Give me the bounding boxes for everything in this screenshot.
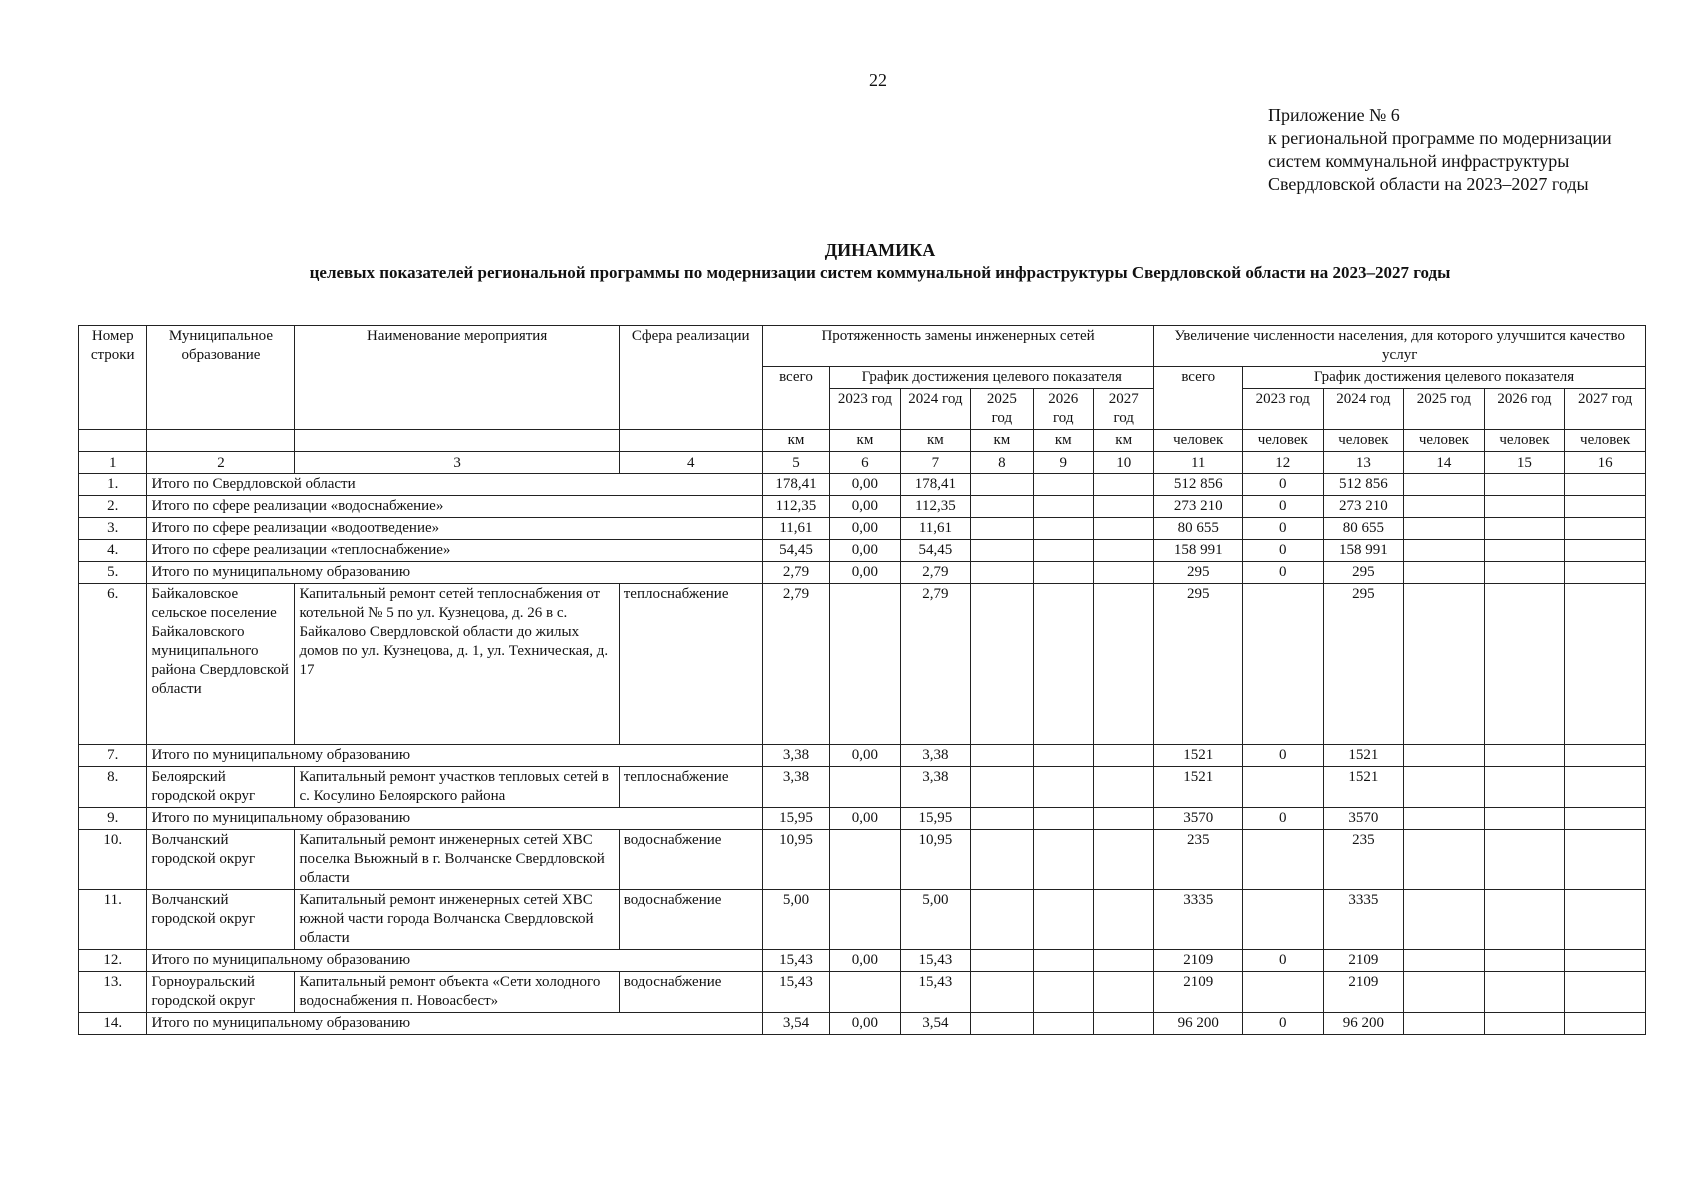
header-year: 2027 год <box>1565 389 1646 430</box>
row-number: 12. <box>79 950 147 972</box>
table-row <box>79 830 1646 890</box>
unit-km: км <box>762 430 829 452</box>
people-2024: 96 200 <box>1323 1013 1404 1035</box>
people-2024: 295 <box>1323 562 1404 584</box>
people-2023: 0 <box>1243 808 1324 830</box>
table-row <box>79 540 1646 562</box>
km-2024: 178,41 <box>900 474 970 496</box>
sphere: теплоснабжение <box>619 767 762 808</box>
people-2024: 235 <box>1323 830 1404 890</box>
unit-km: км <box>971 430 1033 452</box>
people-2024: 295 <box>1323 584 1404 745</box>
header-activity: Наименование мероприятия <box>295 326 619 430</box>
km-2024: 2,79 <box>900 562 970 584</box>
table-row <box>79 1013 1646 1035</box>
row-number: 4. <box>79 540 147 562</box>
indicators-table <box>78 325 1646 1035</box>
header-year: 2024 год <box>1323 389 1404 430</box>
row-label: Итого по муниципальному образованию <box>147 808 762 830</box>
people-total: 3570 <box>1154 808 1243 830</box>
header-year: 2026 год <box>1033 389 1093 430</box>
unit-cell <box>619 430 762 452</box>
header-year: 2024 год <box>900 389 970 430</box>
people-total: 235 <box>1154 830 1243 890</box>
unit-km: км <box>900 430 970 452</box>
column-number: 5 <box>762 452 829 474</box>
row-label: Итого по сфере реализации «водоотведение» <box>147 518 762 540</box>
km-2023: 0,00 <box>830 808 900 830</box>
table-row <box>79 890 1646 950</box>
km-2024: 112,35 <box>900 496 970 518</box>
people-total: 80 655 <box>1154 518 1243 540</box>
header-year: 2023 год <box>1243 389 1324 430</box>
km-2024: 15,43 <box>900 950 970 972</box>
table-row <box>79 972 1646 1013</box>
sphere: водоснабжение <box>619 890 762 950</box>
column-number: 6 <box>830 452 900 474</box>
municipality: Белоярский городской округ <box>147 767 295 808</box>
km-2023: 0,00 <box>830 496 900 518</box>
municipality: Горноуральский городской округ <box>147 972 295 1013</box>
header-population-schedule: График достижения целевого показателя <box>1243 367 1646 389</box>
header-year: 2025 год <box>971 389 1033 430</box>
table-row <box>79 518 1646 540</box>
people-total: 96 200 <box>1154 1013 1243 1035</box>
people-total: 512 856 <box>1154 474 1243 496</box>
table-row <box>79 496 1646 518</box>
header-year: 2023 год <box>830 389 900 430</box>
km-total: 15,95 <box>762 808 829 830</box>
people-2024: 1521 <box>1323 745 1404 767</box>
activity: Капитальный ремонт инженерных сетей ХВС южной части города Волчанска Свердловской области <box>295 890 619 950</box>
people-total: 2109 <box>1154 972 1243 1013</box>
people-2024: 3570 <box>1323 808 1404 830</box>
row-label: Итого по сфере реализации «теплоснабжение» <box>147 540 762 562</box>
row-number: 8. <box>79 767 147 808</box>
people-total: 273 210 <box>1154 496 1243 518</box>
row-label: Итого по муниципальному образованию <box>147 745 762 767</box>
appendix-note <box>1268 104 1612 196</box>
people-2024: 2109 <box>1323 950 1404 972</box>
column-number: 3 <box>295 452 619 474</box>
column-number: 4 <box>619 452 762 474</box>
activity: Капитальный ремонт сетей теплоснабжения от котельной № 5 по ул. Кузнецова, д. 26 в с. Байкалово Свердловской области до жилых домов по ул. Кузнецова, д. 1, ул. Техническая, д. 17 <box>295 584 619 745</box>
km-total: 5,00 <box>762 890 829 950</box>
row-label: Итого по сфере реализации «водоснабжение» <box>147 496 762 518</box>
row-label: Итого по муниципальному образованию <box>147 950 762 972</box>
row-number: 11. <box>79 890 147 950</box>
table-row <box>79 950 1646 972</box>
unit-km: км <box>1033 430 1093 452</box>
column-number: 14 <box>1404 452 1485 474</box>
table-row <box>79 474 1646 496</box>
column-number: 2 <box>147 452 295 474</box>
appendix-line: Свердловской области на 2023–2027 годы <box>1268 174 1589 194</box>
appendix-line: систем коммунальной инфраструктуры <box>1268 151 1570 171</box>
document-subtitle: целевых показателей региональной программы по модернизации систем коммунальной инфраструктуры Свердловской области на 2023–2027 годы <box>309 263 1451 282</box>
table-row <box>79 745 1646 767</box>
people-2023: 0 <box>1243 474 1324 496</box>
people-2023: 0 <box>1243 540 1324 562</box>
unit-people: человек <box>1484 430 1565 452</box>
row-number: 1. <box>79 474 147 496</box>
people-2024: 273 210 <box>1323 496 1404 518</box>
km-2024: 15,43 <box>900 972 970 1013</box>
unit-people: человек <box>1565 430 1646 452</box>
sphere: теплоснабжение <box>619 584 762 745</box>
row-number: 6. <box>79 584 147 745</box>
km-2023: 0,00 <box>830 1013 900 1035</box>
appendix-line: к региональной программе по модернизации <box>1268 128 1612 148</box>
km-total: 15,43 <box>762 972 829 1013</box>
people-2023: 0 <box>1243 1013 1324 1035</box>
unit-people: человек <box>1404 430 1485 452</box>
unit-cell <box>79 430 147 452</box>
km-2024: 5,00 <box>900 890 970 950</box>
municipality: Волчанский городской округ <box>147 890 295 950</box>
header-population-total: всего <box>1154 367 1243 430</box>
people-2024: 158 991 <box>1323 540 1404 562</box>
municipality: Байкаловское сельское поселение Байкаловского муниципального района Свердловской области <box>147 584 295 745</box>
column-number-row <box>79 452 1646 474</box>
people-total: 295 <box>1154 562 1243 584</box>
header-length-total: всего <box>762 367 829 430</box>
header-year: 2025 год <box>1404 389 1485 430</box>
unit-km: км <box>830 430 900 452</box>
km-2024: 54,45 <box>900 540 970 562</box>
km-2024: 15,95 <box>900 808 970 830</box>
column-number: 1 <box>79 452 147 474</box>
people-2023: 0 <box>1243 562 1324 584</box>
km-total: 3,38 <box>762 767 829 808</box>
km-total: 11,61 <box>762 518 829 540</box>
km-total: 112,35 <box>762 496 829 518</box>
column-number: 7 <box>900 452 970 474</box>
appendix-line: Приложение № 6 <box>1268 105 1400 125</box>
header-length-schedule: График достижения целевого показателя <box>830 367 1154 389</box>
km-2024: 2,79 <box>900 584 970 745</box>
header-population-group: Увеличение численности населения, для которого улучшится качество услуг <box>1154 326 1646 367</box>
people-2023: 0 <box>1243 496 1324 518</box>
row-number: 9. <box>79 808 147 830</box>
unit-cell <box>147 430 295 452</box>
people-2023: 0 <box>1243 745 1324 767</box>
column-number: 10 <box>1093 452 1153 474</box>
people-2024: 80 655 <box>1323 518 1404 540</box>
people-2024: 1521 <box>1323 767 1404 808</box>
activity: Капитальный ремонт инженерных сетей ХВС поселка Вьюжный в г. Волчанске Свердловской области <box>295 830 619 890</box>
column-number: 9 <box>1033 452 1093 474</box>
km-total: 2,79 <box>762 584 829 745</box>
header-sphere: Сфера реализации <box>619 326 762 430</box>
row-label: Итого по муниципальному образованию <box>147 562 762 584</box>
column-number: 13 <box>1323 452 1404 474</box>
activity: Капитальный ремонт объекта «Сети холодного водоснабжения п. Новоасбест» <box>295 972 619 1013</box>
km-total: 3,38 <box>762 745 829 767</box>
km-2023: 0,00 <box>830 540 900 562</box>
unit-people: человек <box>1154 430 1243 452</box>
km-2024: 3,38 <box>900 745 970 767</box>
people-total: 2109 <box>1154 950 1243 972</box>
table-row <box>79 584 1646 745</box>
row-number: 14. <box>79 1013 147 1035</box>
header-length-group: Протяженность замены инженерных сетей <box>762 326 1154 367</box>
km-total: 178,41 <box>762 474 829 496</box>
row-number: 5. <box>79 562 147 584</box>
column-number: 16 <box>1565 452 1646 474</box>
km-2024: 10,95 <box>900 830 970 890</box>
row-number: 2. <box>79 496 147 518</box>
column-number: 12 <box>1243 452 1324 474</box>
table-row <box>79 767 1646 808</box>
table-row <box>79 562 1646 584</box>
header-row-number: Номер строки <box>79 326 147 430</box>
km-total: 2,79 <box>762 562 829 584</box>
km-total: 10,95 <box>762 830 829 890</box>
km-2023: 0,00 <box>830 562 900 584</box>
people-total: 1521 <box>1154 745 1243 767</box>
people-2024: 3335 <box>1323 890 1404 950</box>
column-number: 11 <box>1154 452 1243 474</box>
km-total: 3,54 <box>762 1013 829 1035</box>
km-2023: 0,00 <box>830 518 900 540</box>
km-2024: 3,38 <box>900 767 970 808</box>
row-number: 10. <box>79 830 147 890</box>
unit-km: км <box>1093 430 1153 452</box>
people-2024: 2109 <box>1323 972 1404 1013</box>
sphere: водоснабжение <box>619 830 762 890</box>
row-number: 7. <box>79 745 147 767</box>
people-2023: 0 <box>1243 950 1324 972</box>
table-row <box>79 808 1646 830</box>
header-municipality: Муниципальное образование <box>147 326 295 430</box>
people-total: 3335 <box>1154 890 1243 950</box>
document-heading <box>200 240 1560 283</box>
header-year: 2027 год <box>1093 389 1153 430</box>
km-2023: 0,00 <box>830 950 900 972</box>
row-label: Итого по муниципальному образованию <box>147 1013 762 1035</box>
unit-people: человек <box>1243 430 1324 452</box>
unit-people: человек <box>1323 430 1404 452</box>
activity: Капитальный ремонт участков тепловых сетей в с. Косулино Белоярского района <box>295 767 619 808</box>
people-2024: 512 856 <box>1323 474 1404 496</box>
sphere: водоснабжение <box>619 972 762 1013</box>
km-total: 15,43 <box>762 950 829 972</box>
row-label: Итого по Свердловской области <box>147 474 762 496</box>
km-2024: 11,61 <box>900 518 970 540</box>
people-total: 1521 <box>1154 767 1243 808</box>
column-number: 15 <box>1484 452 1565 474</box>
document-title: ДИНАМИКА <box>824 240 936 260</box>
unit-cell <box>295 430 619 452</box>
row-number: 13. <box>79 972 147 1013</box>
page-number: 22 <box>869 70 887 90</box>
column-number: 8 <box>971 452 1033 474</box>
km-total: 54,45 <box>762 540 829 562</box>
municipality: Волчанский городской округ <box>147 830 295 890</box>
km-2023: 0,00 <box>830 745 900 767</box>
people-2023: 0 <box>1243 518 1324 540</box>
km-2023: 0,00 <box>830 474 900 496</box>
header-year: 2026 год <box>1484 389 1565 430</box>
people-total: 295 <box>1154 584 1243 745</box>
km-2024: 3,54 <box>900 1013 970 1035</box>
people-total: 158 991 <box>1154 540 1243 562</box>
row-number: 3. <box>79 518 147 540</box>
